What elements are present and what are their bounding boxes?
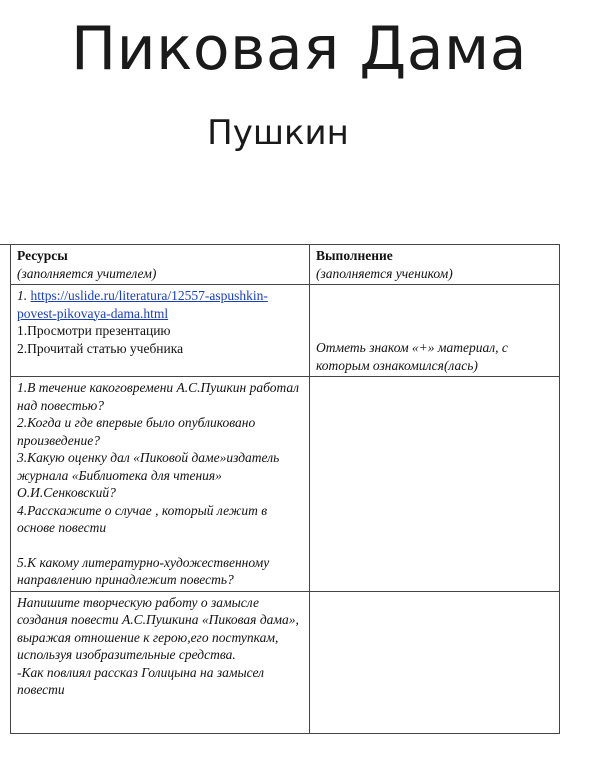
step-2: 2.Прочитай статью учебника xyxy=(17,340,184,356)
table-row xyxy=(11,591,560,733)
page-subtitle: Пушкин xyxy=(207,113,349,153)
question-3: 3.Какую оценку дал «Пиковой даме»издатель журнала «Библиотека для чтения» О.И.Сенковский? xyxy=(17,450,280,500)
execution-cell-1[interactable] xyxy=(310,285,560,377)
link-line xyxy=(17,287,303,322)
execution-header-note: (заполняется учеником) xyxy=(316,265,453,281)
link-prefix: 1. xyxy=(17,288,31,303)
blank-line xyxy=(17,537,303,554)
table-header-row xyxy=(11,245,560,285)
execution-cell-2[interactable] xyxy=(310,377,560,592)
question-2: 2.Когда и где впервые было опубликовано произведение? xyxy=(17,415,256,448)
presentation-link[interactable]: https://uslide.ru/literatura/12557-aspushkin-povest-pikovaya-dama.html xyxy=(17,288,268,321)
resources-cell-1 xyxy=(11,285,310,377)
resources-header: Ресурсы xyxy=(17,248,68,263)
creative-task-cell xyxy=(11,591,310,733)
creative-task: Напишите творческую работу о замысле создания повести А.С.Пушкина «Пиковая дама», выражая отношение к герою,его поступкам, используя изобразительные средства. xyxy=(17,594,299,662)
question-5: 5.К какому литературно-художественному направлению принадлежит повесть? xyxy=(17,554,270,587)
assignment-table xyxy=(10,244,560,734)
creative-task-question: -Как повлиял рассказ Голицына на замысел повести xyxy=(17,664,264,697)
questions-cell xyxy=(11,377,310,592)
execution-header-cell xyxy=(310,245,560,285)
mark-instruction: Отметь знаком «+» материал, с которым ознакомился(лась) xyxy=(316,340,508,373)
question-1: 1.В течение какоговремени А.С.Пушкин работал над повестью? xyxy=(17,380,300,413)
execution-header: Выполнение xyxy=(316,248,393,263)
table-row xyxy=(11,377,560,592)
resources-header-cell xyxy=(11,245,310,285)
step-1: 1.Просмотри презентацию xyxy=(17,323,171,338)
question-4: 4.Расскажите о случае , который лежит в основе повести xyxy=(17,502,268,535)
execution-cell-3[interactable] xyxy=(310,591,560,733)
table-left-edge xyxy=(0,244,10,765)
page-title: Пиковая Дама xyxy=(70,14,528,84)
table-row xyxy=(11,285,560,377)
resources-header-note: (заполняется учителем) xyxy=(17,265,157,281)
